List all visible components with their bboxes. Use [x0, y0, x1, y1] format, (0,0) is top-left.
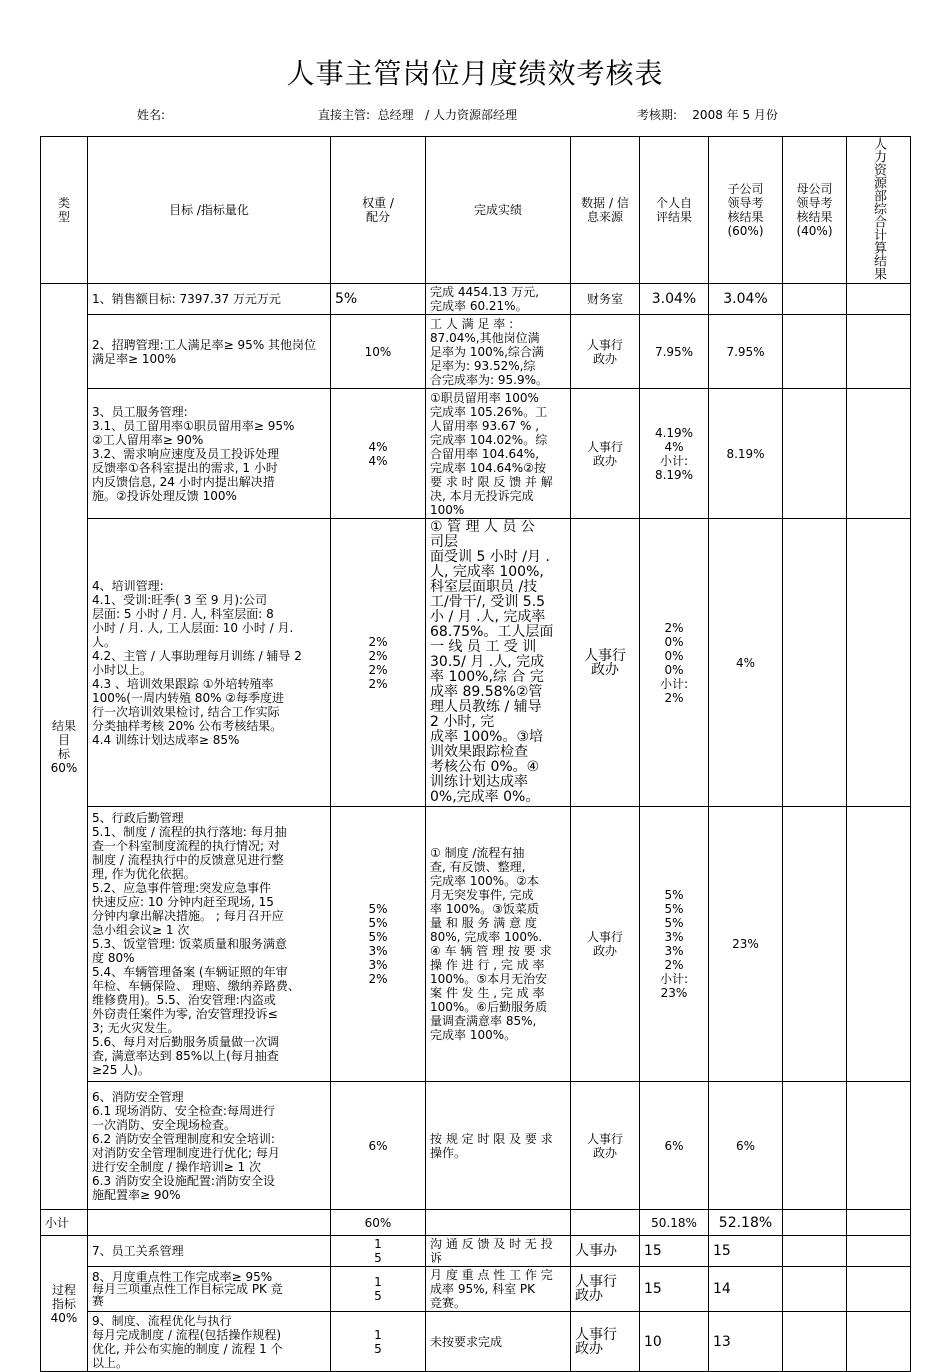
self-eval-cell: 5% 5% 5% 3% 3% 2% 小计: 23%	[640, 807, 709, 1082]
target-cell: 3、员工服务管理: 3.1、员工留用率①职员留用率≥ 95% ②工人留用率≥ 90% 3.2、需求响应速度及员工投诉处理 反馈率①各科室提出的需求, 1 小时 内反馈信息, 24 小时内提出解决措 施。②投诉处理反馈 100%	[88, 389, 331, 519]
hr-total-cell	[847, 315, 911, 389]
self-eval-cell: 7.95%	[640, 315, 709, 389]
subtotal-label: 小计	[41, 1210, 88, 1236]
hr-total-cell	[847, 1082, 911, 1210]
self-eval-cell: 15	[640, 1267, 709, 1312]
performance-cell: 月 度 重 点 性 工 作 完 成率 95%, 科室 PK 竞赛。	[426, 1267, 571, 1312]
hr-total-cell	[847, 1312, 911, 1372]
table-row	[41, 519, 911, 807]
performance-cell: 工 人 满 足 率 : 87.04%,其他岗位满 足率为 100%,综合满 足率为: 93.52%,综 合完成率为: 95.9%。	[426, 315, 571, 389]
target-cell: 5、行政后勤管理 5.1、制度 / 流程的执行落地: 每月抽 查一个科室制度流程的执行情况; 对 制度 / 流程执行中的反馈意见进行整 理, 作为优化依据。 5.2、应急事件管理:突发应急事件 快速反应: 10 分钟内赶至现场, 15 分钟内拿出解决措施。 ; 每月召开应 急小组会议≥ 1 次 5.3、饭堂管理: 饭菜质量和服务满意 度 80% 5.4、车辆管理备案 (车辆证照的年审 年检、车辆保险、 理赔、缴纳养路费、 维修费用)。5.5、治安管理:内盗或 外窃责任案件为零, 治安管理投诉≤ 3; 无火灾发生。 5.6、每月对后勤服务质量做一次调 查, 满意率达到 85%以上(每月抽查 ≥25 人)。	[88, 807, 331, 1082]
subtotal-weight: 60%	[331, 1210, 426, 1236]
hr-total-cell	[847, 1267, 911, 1312]
self-eval-cell: 3.04%	[640, 284, 709, 315]
performance-cell: ①职员留用率 100% 完成率 105.26%。工 人留用率 93.67 % , 完成率 104.02%。综 合留用率 104.64%, 完成率 104.64%②按 要 求 时 限 反 馈 并 解 决, 本月无投诉完成 100%	[426, 389, 571, 519]
target-cell: 7、员工关系管理	[88, 1236, 331, 1267]
parent-leader-cell	[783, 315, 847, 389]
table-row	[41, 1267, 911, 1312]
sub-leader-cell: 14	[709, 1267, 783, 1312]
weight-cell: 4% 4%	[331, 389, 426, 519]
table-row	[41, 807, 911, 1082]
weight-cell: 6%	[331, 1082, 426, 1210]
source-cell: 人事行 政办	[571, 389, 640, 519]
performance-cell: 按 规 定 时 限 及 要 求 操作。	[426, 1082, 571, 1210]
header-type: 类 型	[41, 137, 88, 284]
source-cell: 人事行 政办	[571, 807, 640, 1082]
header-row	[41, 137, 911, 284]
hr-total-cell	[847, 519, 911, 807]
sub-leader-cell: 3.04%	[709, 284, 783, 315]
source-cell: 人事行 政办	[571, 315, 640, 389]
self-eval-cell: 2% 0% 0% 0% 小计: 2%	[640, 519, 709, 807]
parent-leader-cell	[783, 389, 847, 519]
header-performance: 完成实绩	[426, 137, 571, 284]
source-cell: 人事行 政办	[571, 1267, 640, 1312]
weight-cell: 5% 5% 5% 3% 3% 2%	[331, 807, 426, 1082]
self-eval-cell: 4.19% 4% 小计: 8.19%	[640, 389, 709, 519]
sub-leader-cell: 6%	[709, 1082, 783, 1210]
source-cell: 人事行 政办	[571, 1312, 640, 1372]
parent-leader-cell	[783, 519, 847, 807]
target-cell: 8、月度重点性工作完成率≥ 95% 每月三项重点性工作目标完成 PK 竞 赛	[88, 1267, 331, 1312]
weight-cell: 5%	[331, 284, 426, 315]
parent-leader-cell	[783, 1082, 847, 1210]
weight-cell: 2% 2% 2% 2%	[331, 519, 426, 807]
subtotal-parent-leader-empty	[783, 1210, 847, 1236]
period-label: 考核期: 2008 年 5 月份	[637, 108, 778, 122]
weight-cell: 1 5	[331, 1312, 426, 1372]
table-row	[41, 389, 911, 519]
source-cell: 人事行 政办	[571, 1082, 640, 1210]
target-cell: 1、销售额目标: 7397.37 万元万元	[88, 284, 331, 315]
hr-total-cell	[847, 807, 911, 1082]
supervisor-label: 直接主管: 总经理 / 人力资源部经理	[318, 108, 517, 122]
table-row	[41, 1236, 911, 1267]
source-cell: 人事办	[571, 1236, 640, 1267]
target-cell: 9、制度、流程优化与执行 每月完成制度 / 流程(包括操作规程) 优化, 并公布实施的制度 / 流程 1 个 以上。	[88, 1312, 331, 1372]
source-cell: 人事行 政办	[571, 519, 640, 807]
source-cell: 财务室	[571, 284, 640, 315]
weight-cell: 10%	[331, 315, 426, 389]
parent-leader-cell	[783, 1267, 847, 1312]
parent-leader-cell	[783, 807, 847, 1082]
sub-leader-cell: 13	[709, 1312, 783, 1372]
header-target: 目标 /指标量化	[88, 137, 331, 284]
target-cell: 2、招聘管理:工人满足率≥ 95% 其他岗位满足率≥ 100%	[88, 315, 331, 389]
self-eval-cell: 15	[640, 1236, 709, 1267]
result-section-label: 结果 目 标 60%	[41, 284, 88, 1210]
performance-cell: 未按要求完成	[426, 1312, 571, 1372]
subtotal-target-empty	[88, 1210, 331, 1236]
evaluation-table	[40, 136, 911, 1372]
header-hr-total-text: 人力资源部综合计算结果	[871, 137, 886, 280]
hr-total-cell	[847, 1236, 911, 1267]
target-cell: 4、培训管理: 4.1、受训:旺季( 3 至 9 月):公司 层面: 5 小时 / 月. 人, 科室层面: 8 小时 / 月. 人, 工人层面: 10 小时 / 月. 人。 4.2、主管 / 人事助理每月训练 / 辅导 2 小时以上。 4.3 、培训效果跟踪 ①外培转殖率 100%(一周内转殖 80% ②每季度进 行一次培训效果检讨, 结合工作实际 分类抽样考核 20% 公布考核结果。 4.4 训练计划达成率≥ 85%	[88, 519, 331, 807]
header-self-eval: 个人自 评结果	[640, 137, 709, 284]
subtotal-row	[41, 1210, 911, 1236]
performance-cell: ① 管 理 人 员 公 司层 面受训 5 小时 /月 . 人, 完成率 100%, 科室层面职员 /技 工/骨干/, 受训 5.5 小 / 月 .人, 完成率 68.75%。工人层面 一 线 员 工 受 训 30.5/ 月 .人, 完成 率 100%,综 合 完 成率 89.58%②管 理人员教练 / 辅导 2 小时, 完 成率 100%。③培 训效果跟踪检查 考核公布 0%。④ 训练计划达成率 0%,完成率 0%。	[426, 519, 571, 807]
parent-leader-cell	[783, 1236, 847, 1267]
process-section-label: 过程 指标 40%	[41, 1236, 88, 1372]
header-source: 数据 / 信 息来源	[571, 137, 640, 284]
sub-leader-cell: 7.95%	[709, 315, 783, 389]
self-eval-cell: 10	[640, 1312, 709, 1372]
hr-total-cell	[847, 389, 911, 519]
performance-cell: ① 制度 /流程有抽 查, 有反馈、整理, 完成率 100%。②本 月无突发事件, 完成 率 100%。③饭菜质 量 和 服 务 满 意 度 80%, 完成率 100%. ④ 车 辆 管 理 按 要 求 操 作 进 行 , 完 成 率 100%。⑤本月无治安 案 件 发 生 , 完 成 率 100%。⑥后勤服务质 量调查满意率 85%, 完成率 100%。	[426, 807, 571, 1082]
header-weight: 权重 / 配分	[331, 137, 426, 284]
performance-cell: 沟 通 反 馈 及 时 无 投 诉	[426, 1236, 571, 1267]
target-cell: 6、消防安全管理 6.1 现场消防、安全检查:每周进行 一次消防、安全现场检查。 6.2 消防安全管理制度和安全培训: 对消防安全管理制度进行优化; 每月 进行安全制度 / 操作培训≥ 1 次 6.3 消防安全设施配置:消防安全设 施配置率≥ 90%	[88, 1082, 331, 1210]
subtotal-performance-empty	[426, 1210, 571, 1236]
sub-leader-cell: 4%	[709, 519, 783, 807]
table-row	[41, 1082, 911, 1210]
subtotal-source-empty	[571, 1210, 640, 1236]
subtotal-hr-total-empty	[847, 1210, 911, 1236]
subtotal-sub-leader: 52.18%	[709, 1210, 783, 1236]
subtotal-self-eval: 50.18%	[640, 1210, 709, 1236]
page-title: 人事主管岗位月度绩效考核表	[286, 57, 664, 90]
performance-cell: 完成 4454.13 万元, 完成率 60.21%。	[426, 284, 571, 315]
hr-total-cell	[847, 284, 911, 315]
header-hr-total	[847, 137, 911, 284]
sub-leader-cell: 23%	[709, 807, 783, 1082]
weight-cell: 1 5	[331, 1236, 426, 1267]
sub-leader-cell: 8.19%	[709, 389, 783, 519]
table-row	[41, 1312, 911, 1372]
header-sub-leader: 子公司 领导考 核结果 (60%)	[709, 137, 783, 284]
table-row	[41, 284, 911, 315]
table-row	[41, 315, 911, 389]
sub-leader-cell: 15	[709, 1236, 783, 1267]
weight-cell: 1 5	[331, 1267, 426, 1312]
name-label: 姓名:	[137, 108, 166, 122]
header-parent-leader: 母公司 领导考 核结果 (40%)	[783, 137, 847, 284]
self-eval-cell: 6%	[640, 1082, 709, 1210]
parent-leader-cell	[783, 1312, 847, 1372]
parent-leader-cell	[783, 284, 847, 315]
